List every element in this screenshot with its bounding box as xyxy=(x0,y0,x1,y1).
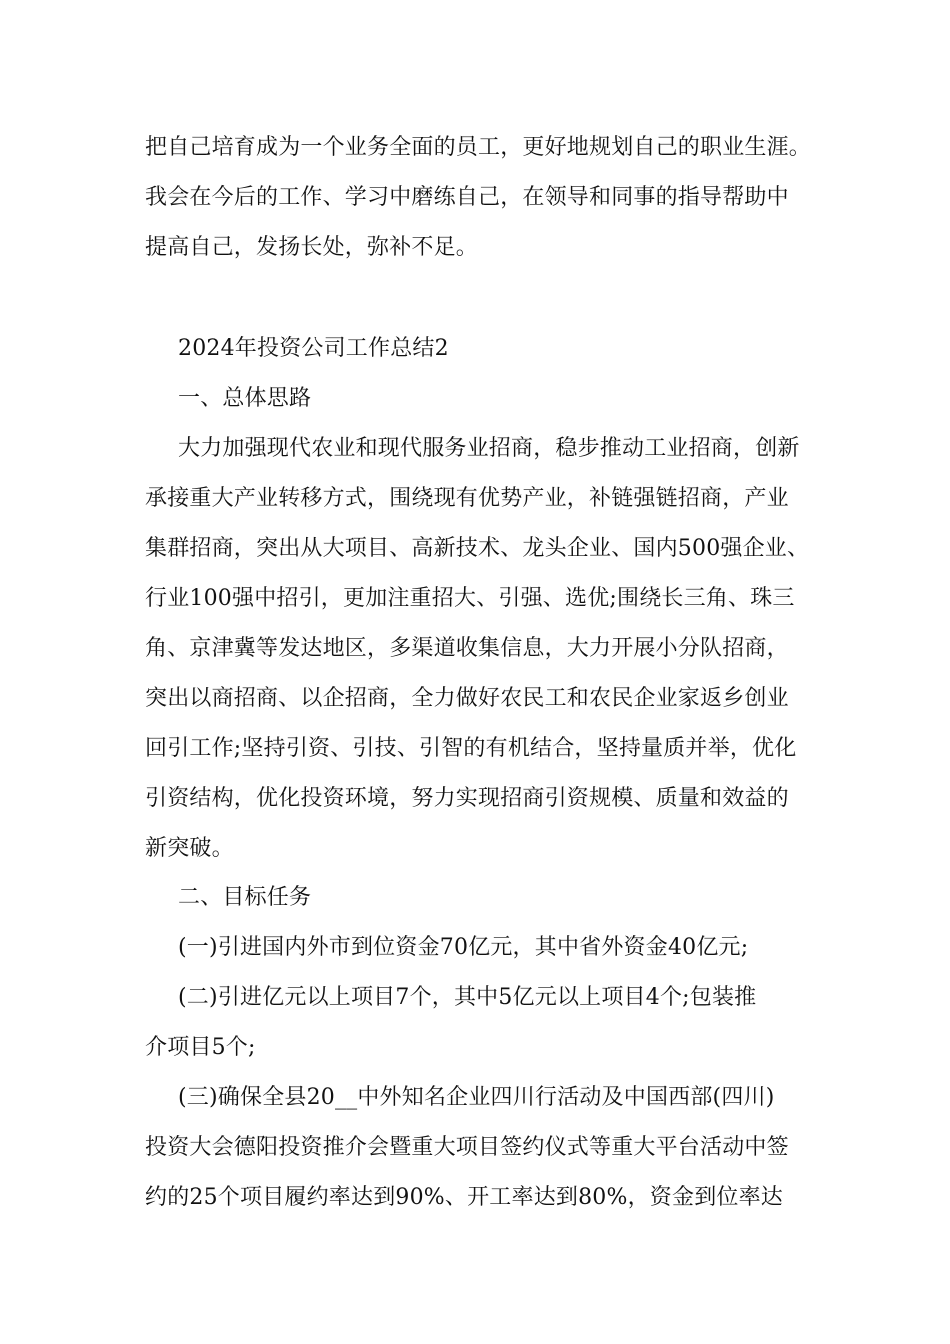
continuation-line-2: 我会在今后的工作、学习中磨练自己，在领导和同事的指导帮助中 xyxy=(145,185,789,210)
paragraph-1-line-2: 承接重大产业转移方式，围绕现有优势产业，补链强链招商，产业 xyxy=(145,486,789,511)
paragraph-1-line-7: 回引工作;坚持引资、引技、引智的有机结合，坚持量质并举，优化 xyxy=(145,736,797,761)
paragraph-1-line-3: 集群招商，突出从大项目、高新技术、龙头企业、国内500强企业、 xyxy=(145,536,810,561)
continuation-line-1: 把自己培育成为一个业务全面的员工，更好地规划自己的职业生涯。 xyxy=(145,135,812,160)
heading-overall-approach: 一、总体思路 xyxy=(178,386,312,411)
item-2-line-1: (二)引进亿元以上项目7个，其中5亿元以上项目4个;包装推 xyxy=(178,985,757,1010)
paragraph-1-line-5: 角、京津冀等发达地区，多渠道收集信息，大力开展小分队招商， xyxy=(145,636,789,661)
paragraph-1-line-9: 新突破。 xyxy=(145,836,234,861)
paragraph-1-line-4: 行业100强中招引，更加注重招大、引强、选优;围绕长三角、珠三 xyxy=(145,586,795,611)
paragraph-1-line-1: 大力加强现代农业和现代服务业招商，稳步推动工业招商，创新 xyxy=(178,436,800,461)
item-3-line-3: 约的25个项目履约率达到90%、开工率达到80%，资金到位率达 xyxy=(145,1185,783,1210)
paragraph-1-line-6: 突出以商招商、以企招商，全力做好农民工和农民企业家返乡创业 xyxy=(145,686,789,711)
item-1-line-1: (一)引进国内外市到位资金70亿元，其中省外资金40亿元; xyxy=(178,935,749,960)
paragraph-1-line-8: 引资结构，优化投资环境，努力实现招商引资规模、质量和效益的 xyxy=(145,786,789,811)
item-2-line-2: 介项目5个; xyxy=(145,1035,256,1060)
item-3-line-1: (三)确保全县20__中外知名企业四川行活动及中国西部(四川) xyxy=(178,1085,775,1110)
continuation-line-3: 提高自己，发扬长处，弥补不足。 xyxy=(145,235,479,260)
item-3-line-2: 投资大会德阳投资推介会暨重大项目签约仪式等重大平台活动中签 xyxy=(145,1135,789,1160)
heading-target-tasks: 二、目标任务 xyxy=(178,885,312,910)
section-title: 2024年投资公司工作总结2 xyxy=(178,336,449,361)
